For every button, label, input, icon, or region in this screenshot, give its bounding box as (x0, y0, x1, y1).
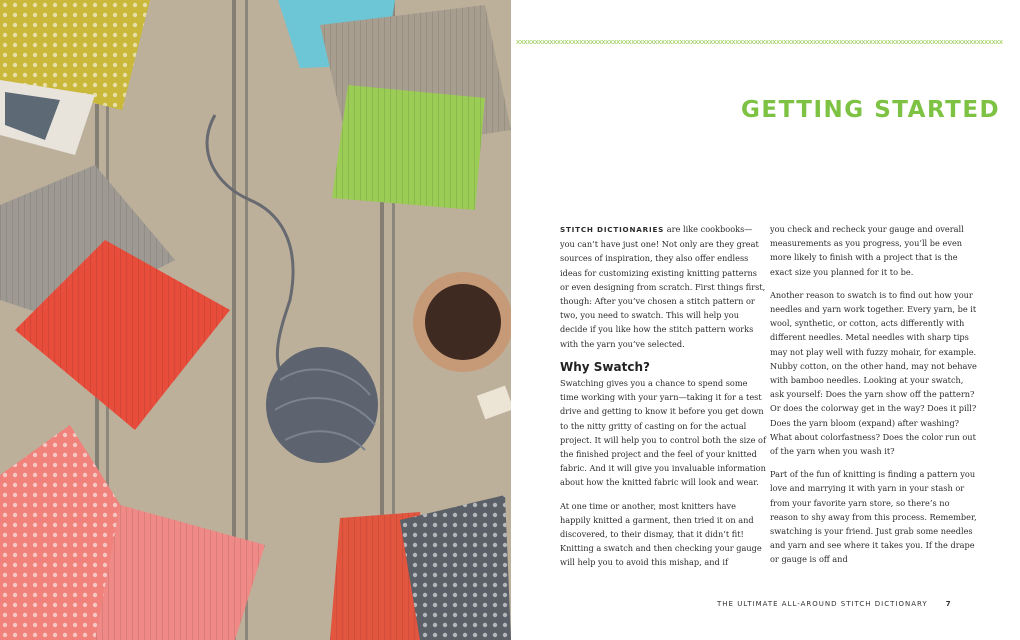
intro-paragraph (560, 222, 767, 351)
paragraph-another-reason: Another reason to swatch is to find out how your needles and yarn work together. Every yarn, be it wool, synthetic, or cotton, acts differently with different needles. Metal needles with sharp tips may not play well with fuzzy mohair, for example. Nubby cotton, on the other hand, may not behave with bamboo needles. Looking at your swatch, ask yourself: Does the yarn show off the pattern? Or does the colorway get in the way? Does it pill? Does the yarn bloom (expand) after washing? What about colorfastness? Does the color run out of the yarn when you wash it? (770, 289, 977, 457)
paragraph-why-swatch: Swatching gives you a chance to spend some time working with your yarn—taking it for a test drive and getting to know it before you get down to the nitty gritty of casting on for the actual project. It will help you to control both the size of the finished project and the feel of your knitted fabric. And it will give you invaluable information about how the knitted fabric will look and wear. (560, 378, 767, 488)
page-title: GETTING STARTED (741, 97, 1001, 123)
book-page (511, 0, 1020, 640)
green-swatch (332, 85, 485, 210)
intro-text: are like cookbooks—you can’t have just one! Not only are they great sources of inspiration, they also offer endless ideas for customizing existing knitting patterns or even designing from scratch. First things first, though: After you’ve chosen a stitch pattern or two, you need to swatch. This will help you decide if you like how the stitch pattern works with the yarn you’ve selected. (560, 224, 766, 349)
footer-book-title: THE ULTIMATE ALL-AROUND STITCH DICTIONARY (717, 600, 928, 608)
text-column-left (560, 222, 767, 579)
grey-pink-swatch (400, 495, 511, 640)
decorative-stitch-border: xxxxxxxxxxxxxxxxxxxxxxxxxxxxxxxxxxxxxxxxxxxxxxxxxxxxxxxxxxxxxxxxxxxxxxxxxxxxxxxxxxxxxxxxxxxxxxxxxxxxxxxxxxxxxxxxxxxxxxxxxxxxxxxxxxx (516, 38, 1003, 46)
text-column-right (770, 222, 977, 576)
paragraph-mishap: At one time or another, most knitters have happily knitted a garment, then tried it on and discovered, to their dismay, that it didn’t fit! Knitting a swatch and then checking your gauge will help you to avoid this mishap, and if (560, 500, 762, 568)
subheading-why-swatch: Why Swatch? (560, 359, 650, 374)
paragraph-part-of-fun: Part of the fun of knitting is finding a pattern you love and marrying it with yarn in your stash or from your favorite yarn store, so there’s no reason to shy away from this process. Remember, swatching is your friend. Just grab some needles and yarn and see where it takes you. If the drape or gauge is off and (770, 469, 977, 565)
page-footer (717, 600, 952, 608)
paragraph-continue: you check and recheck your gauge and overall measurements as you progress, you’ll be even more likely to finish with a project that is the exact size you planned for it to be. (770, 224, 964, 277)
lead-in: STITCH DICTIONARIES (560, 225, 665, 234)
page-number: 7 (945, 600, 952, 608)
